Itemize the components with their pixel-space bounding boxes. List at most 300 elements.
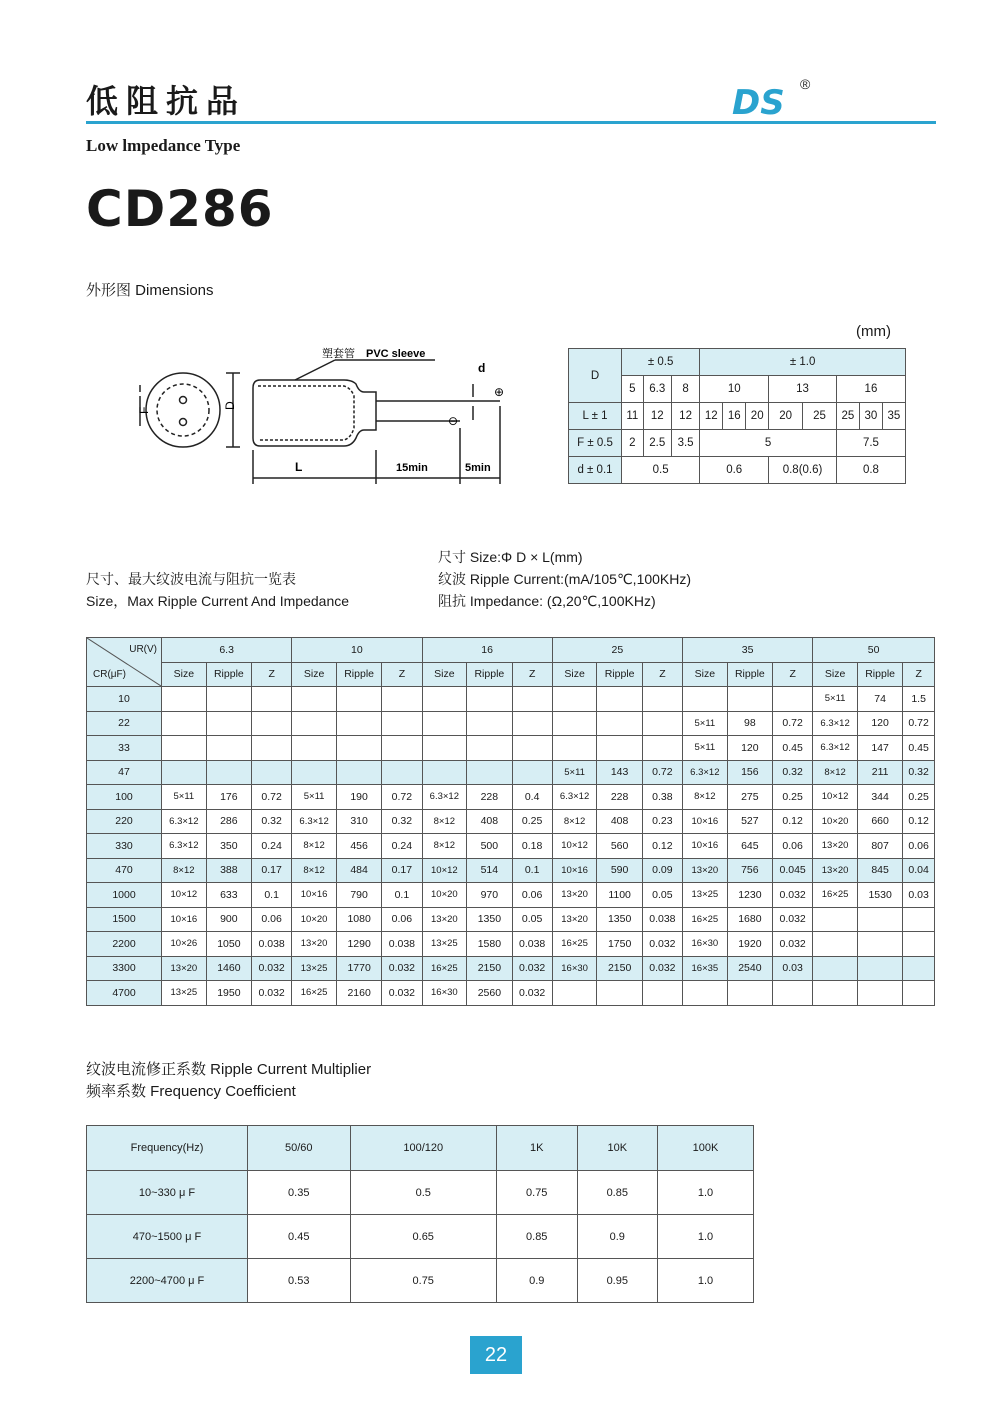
spec-label-block	[86, 568, 349, 612]
impedance-cell: 0.032	[642, 932, 682, 957]
size-cell: 10×20	[813, 809, 858, 834]
dim-l-value: 25	[836, 403, 859, 430]
impedance-cell: 0.06	[512, 883, 552, 908]
size-cell	[422, 711, 467, 736]
table-row	[87, 736, 935, 761]
sub-header: Z	[382, 662, 422, 687]
impedance-cell: 0.72	[773, 711, 813, 736]
size-cell: 6.3×12	[813, 711, 858, 736]
table-row	[87, 809, 935, 834]
size-cell	[162, 760, 207, 785]
impedance-cell: 1.5	[903, 687, 935, 712]
capacitance-cell: 2200	[87, 932, 162, 957]
table-row	[87, 981, 935, 1006]
impedance-cell: 0.032	[252, 981, 292, 1006]
ripple-cell: 310	[336, 809, 381, 834]
voltage-header: 6.3	[162, 638, 292, 663]
freq-header: 50/60	[248, 1126, 351, 1171]
sub-header: Ripple	[336, 662, 381, 687]
sub-header: Ripple	[727, 662, 772, 687]
frequency-label: 频率系数 Frequency Coefficient	[86, 1083, 296, 1100]
dim-d-value: 16	[836, 376, 905, 403]
voltage-header: 35	[683, 638, 813, 663]
impedance-cell: 0.17	[252, 858, 292, 883]
size-cell: 10×16	[683, 834, 728, 859]
dim-tol-small: ± 0.5	[622, 349, 700, 376]
impedance-cell	[642, 687, 682, 712]
ripple-cell: 2540	[727, 956, 772, 981]
size-cell: 13×20	[292, 932, 337, 957]
size-cell: 13×20	[683, 858, 728, 883]
impedance-cell: 0.12	[642, 834, 682, 859]
spec-table	[86, 637, 935, 1006]
table-row	[87, 956, 935, 981]
impedance-cell: 0.06	[903, 834, 935, 859]
dim-lead-d-value: 0.8(0.6)	[769, 457, 837, 484]
capacitance-cell: 330	[87, 834, 162, 859]
sub-header: Size	[292, 662, 337, 687]
size-cell: 13×20	[552, 907, 597, 932]
dim-d-value: 6.3	[643, 376, 671, 403]
cap-range-label: 10~330 μ F	[87, 1171, 248, 1215]
dim-d-value: 5	[622, 376, 644, 403]
size-cell: 13×20	[162, 956, 207, 981]
ripple-cell	[727, 687, 772, 712]
size-cell: 10×12	[552, 834, 597, 859]
ripple-cell: 1050	[206, 932, 251, 957]
ripple-cell: 98	[727, 711, 772, 736]
impedance-cell: 0.038	[642, 907, 682, 932]
ripple-cell	[857, 981, 902, 1006]
ripple-cell: 756	[727, 858, 772, 883]
impedance-cell: 0.03	[773, 956, 813, 981]
length-label: L	[295, 460, 303, 474]
size-cell: 16×25	[422, 956, 467, 981]
size-cell: 6.3×12	[422, 785, 467, 810]
capacitance-cell: 100	[87, 785, 162, 810]
impedance-cell: 0.4	[512, 785, 552, 810]
dim-d-value: 13	[769, 376, 837, 403]
size-cell: 8×12	[552, 809, 597, 834]
impedance-cell	[903, 956, 935, 981]
size-cell	[552, 736, 597, 761]
impedance-cell	[252, 760, 292, 785]
impedance-cell: 0.23	[642, 809, 682, 834]
size-cell: 10×12	[422, 858, 467, 883]
plus-mark: ⊕	[494, 385, 505, 399]
size-cell: 10×20	[422, 883, 467, 908]
ur-label: UR(V)	[129, 644, 157, 655]
impedance-cell: 0.38	[642, 785, 682, 810]
size-cell	[292, 736, 337, 761]
ripple-cell: 388	[206, 858, 251, 883]
impedance-cell: 0.25	[512, 809, 552, 834]
size-cell: 16×30	[422, 981, 467, 1006]
impedance-cell: 0.032	[642, 956, 682, 981]
table-row	[87, 760, 935, 785]
voltage-header-row	[87, 638, 935, 663]
impedance-cell: 0.12	[773, 809, 813, 834]
size-cell	[422, 736, 467, 761]
coef-cell: 0.65	[350, 1215, 496, 1259]
voltage-header: 50	[813, 638, 935, 663]
impedance-cell: 0.32	[252, 809, 292, 834]
sub-header: Z	[903, 662, 935, 687]
size-cell	[162, 711, 207, 736]
impedance-cell: 0.45	[903, 736, 935, 761]
ripple-cell: 190	[336, 785, 381, 810]
size-cell	[162, 687, 207, 712]
capacitor-body	[253, 380, 376, 446]
coef-cell: 0.75	[496, 1171, 577, 1215]
end-view-inner	[157, 384, 209, 436]
ripple-cell: 2150	[467, 956, 512, 981]
ripple-cell: 527	[727, 809, 772, 834]
ripple-cell: 514	[467, 858, 512, 883]
table-row	[87, 687, 935, 712]
ripple-cell: 790	[336, 883, 381, 908]
impedance-cell	[252, 687, 292, 712]
dim-l-value: 25	[803, 403, 837, 430]
size-cell: 10×20	[292, 907, 337, 932]
dim-d-value: 8	[671, 376, 699, 403]
ripple-cell: 1580	[467, 932, 512, 957]
sub-header: Z	[252, 662, 292, 687]
ripple-cell: 2560	[467, 981, 512, 1006]
dim-l-header: L ± 1	[569, 403, 622, 430]
size-cell: 13×20	[552, 883, 597, 908]
ripple-cell: 1920	[727, 932, 772, 957]
impedance-cell	[642, 981, 682, 1006]
ripple-cell	[597, 711, 642, 736]
size-cell: 10×26	[162, 932, 207, 957]
size-cell: 16×30	[552, 956, 597, 981]
impedance-cell	[252, 711, 292, 736]
size-cell	[292, 687, 337, 712]
impedance-cell: 0.18	[512, 834, 552, 859]
frequency-table	[86, 1125, 754, 1303]
size-cell: 5×11	[683, 736, 728, 761]
impedance-cell: 0.032	[252, 956, 292, 981]
size-cell: 16×25	[813, 883, 858, 908]
dim-f-header: F ± 0.5	[569, 430, 622, 457]
sub-header: Size	[162, 662, 207, 687]
size-cell: 16×25	[683, 907, 728, 932]
dim-l-value: 30	[859, 403, 882, 430]
coef-cell: 0.5	[350, 1171, 496, 1215]
size-cell: 10×16	[292, 883, 337, 908]
size-cell	[162, 736, 207, 761]
impedance-cell	[773, 981, 813, 1006]
dim-l-value: 16	[723, 403, 746, 430]
coef-cell: 0.75	[350, 1259, 496, 1303]
ripple-cell: 156	[727, 760, 772, 785]
table-row	[87, 907, 935, 932]
ripple-cell: 344	[857, 785, 902, 810]
table-row	[87, 1259, 754, 1303]
dim-l-value: 20	[769, 403, 803, 430]
ripple-cell: 228	[597, 785, 642, 810]
ripple-cell: 1100	[597, 883, 642, 908]
ripple-cell: 1530	[857, 883, 902, 908]
size-cell: 10×16	[683, 809, 728, 834]
size-cell: 8×12	[292, 834, 337, 859]
ripple-cell	[467, 711, 512, 736]
impedance-cell: 0.038	[512, 932, 552, 957]
dimensions-table	[568, 348, 906, 484]
size-cell: 5×11	[683, 711, 728, 736]
coef-cell: 1.0	[658, 1171, 754, 1215]
impedance-cell: 0.32	[903, 760, 935, 785]
ripple-cell: 228	[467, 785, 512, 810]
table-row	[87, 834, 935, 859]
ripple-cell	[206, 711, 251, 736]
page-number: 22	[470, 1336, 522, 1374]
impedance-cell: 0.038	[382, 932, 422, 957]
ripple-cell	[857, 907, 902, 932]
capacitor-drawing	[130, 340, 510, 488]
impedance-cell	[903, 907, 935, 932]
header-rule	[86, 121, 936, 124]
ripple-cell: 143	[597, 760, 642, 785]
impedance-cell: 0.72	[903, 711, 935, 736]
unit-label: (mm)	[856, 323, 891, 340]
dim-d-header: D	[569, 349, 622, 403]
freq-header: 1K	[496, 1126, 577, 1171]
size-cell: 10×16	[552, 858, 597, 883]
coef-cell: 0.85	[577, 1171, 658, 1215]
sub-header: Size	[552, 662, 597, 687]
ripple-cell	[206, 760, 251, 785]
size-cell	[552, 981, 597, 1006]
d-dim-label: D	[223, 401, 237, 410]
sub-header: Ripple	[206, 662, 251, 687]
impedance-cell	[252, 736, 292, 761]
impedance-cell: 0.032	[773, 883, 813, 908]
size-cell	[552, 711, 597, 736]
note-ripple: 纹波 Ripple Current:(mA/105℃,100KHz)	[438, 571, 692, 587]
coef-cell: 0.95	[577, 1259, 658, 1303]
logo-text: DS	[732, 84, 785, 118]
sub-header: Z	[512, 662, 552, 687]
size-cell: 16×25	[552, 932, 597, 957]
ripple-cell: 211	[857, 760, 902, 785]
ripple-cell: 2160	[336, 981, 381, 1006]
size-cell: 6.3×12	[162, 834, 207, 859]
impedance-cell: 0.032	[773, 907, 813, 932]
dim-f-value: 2.5	[643, 430, 671, 457]
impedance-cell: 0.06	[252, 907, 292, 932]
impedance-cell: 0.12	[903, 809, 935, 834]
dim-d-value: 10	[700, 376, 769, 403]
size-cell	[422, 760, 467, 785]
sub-header: Z	[642, 662, 682, 687]
ripple-cell: 1460	[206, 956, 251, 981]
size-cell: 13×20	[813, 858, 858, 883]
ripple-cell: 970	[467, 883, 512, 908]
size-cell: 6.3×12	[552, 785, 597, 810]
impedance-cell: 0.05	[512, 907, 552, 932]
coef-cell: 1.0	[658, 1259, 754, 1303]
ripple-cell: 1770	[336, 956, 381, 981]
impedance-cell	[512, 736, 552, 761]
size-cell: 5×11	[292, 785, 337, 810]
spec-label-en: Size，Max Ripple Current And Impedance	[86, 593, 350, 609]
capacitance-cell: 10	[87, 687, 162, 712]
dim-f-value: 5	[700, 430, 837, 457]
size-cell: 8×12	[162, 858, 207, 883]
size-cell: 13×25	[683, 883, 728, 908]
cap-range-label: 470~1500 μ F	[87, 1215, 248, 1259]
impedance-cell	[512, 760, 552, 785]
impedance-cell: 0.17	[382, 858, 422, 883]
impedance-cell: 0.09	[642, 858, 682, 883]
size-cell: 8×12	[422, 809, 467, 834]
ripple-cell	[597, 687, 642, 712]
lead-hole-bottom	[180, 419, 187, 426]
dim-l-value: 20	[746, 403, 769, 430]
impedance-cell: 0.45	[773, 736, 813, 761]
sub-header: Ripple	[467, 662, 512, 687]
registered-mark: ®	[800, 76, 811, 92]
impedance-cell: 0.72	[642, 760, 682, 785]
lead-hole-top	[180, 397, 187, 404]
ripple-cell: 1080	[336, 907, 381, 932]
ripple-cell: 147	[857, 736, 902, 761]
sub-header: Ripple	[597, 662, 642, 687]
sub-header: Z	[773, 662, 813, 687]
ripple-cell: 1950	[206, 981, 251, 1006]
table-row	[87, 1215, 754, 1259]
freq-header: 100/120	[350, 1126, 496, 1171]
table-row	[87, 883, 935, 908]
size-cell: 10×12	[813, 785, 858, 810]
dim-l-value: 35	[882, 403, 905, 430]
impedance-cell: 0.038	[252, 932, 292, 957]
dim-lead-d-value: 0.5	[622, 457, 700, 484]
model-number: CD286	[86, 180, 274, 238]
dim-l-value: 12	[671, 403, 699, 430]
sub-header: Size	[813, 662, 858, 687]
ripple-cell: 845	[857, 858, 902, 883]
ripple-cell	[206, 687, 251, 712]
multiplier-label: 纹波电流修正系数 Ripple Current Multiplier	[86, 1061, 372, 1078]
impedance-cell	[903, 981, 935, 1006]
size-cell	[813, 907, 858, 932]
ripple-cell	[336, 711, 381, 736]
size-cell: 13×25	[292, 956, 337, 981]
cr-label: CR(μF)	[93, 669, 126, 680]
dim-lead-d-value: 0.6	[700, 457, 769, 484]
impedance-cell: 0.032	[382, 956, 422, 981]
size-cell	[813, 981, 858, 1006]
ripple-cell: 120	[857, 711, 902, 736]
dim-tol-large: ± 1.0	[700, 349, 906, 376]
size-cell	[422, 687, 467, 712]
ripple-cell: 633	[206, 883, 251, 908]
corner-header	[87, 638, 162, 687]
ripple-cell	[467, 760, 512, 785]
impedance-cell: 0.25	[773, 785, 813, 810]
ripple-cell	[857, 932, 902, 957]
note-impedance: 阻抗 Impedance: (Ω,20℃,100KHz)	[438, 593, 656, 609]
freq-header: 10K	[577, 1126, 658, 1171]
impedance-cell	[903, 932, 935, 957]
coef-cell: 0.9	[496, 1259, 577, 1303]
ripple-cell	[336, 736, 381, 761]
ripple-cell: 456	[336, 834, 381, 859]
size-cell: 10×16	[162, 907, 207, 932]
size-cell: 8×12	[813, 760, 858, 785]
dim-f-value: 7.5	[836, 430, 905, 457]
ripple-cell: 484	[336, 858, 381, 883]
ripple-cell: 1750	[597, 932, 642, 957]
ripple-cell: 1350	[467, 907, 512, 932]
frequency-header-row	[87, 1126, 754, 1171]
impedance-cell: 0.05	[642, 883, 682, 908]
voltage-header: 10	[292, 638, 422, 663]
lead-diameter-label: d	[478, 361, 486, 375]
spec-notes	[438, 546, 691, 612]
size-cell: 6.3×12	[683, 760, 728, 785]
dim-f-value: 2	[622, 430, 644, 457]
coef-cell: 0.85	[496, 1215, 577, 1259]
impedance-cell: 0.32	[773, 760, 813, 785]
size-cell: 5×11	[813, 687, 858, 712]
size-cell	[683, 687, 728, 712]
table-row	[87, 858, 935, 883]
ripple-cell: 500	[467, 834, 512, 859]
table-row	[87, 1171, 754, 1215]
size-cell: 5×11	[552, 760, 597, 785]
ripple-cell: 350	[206, 834, 251, 859]
size-cell: 6.3×12	[292, 809, 337, 834]
impedance-cell: 0.032	[512, 956, 552, 981]
impedance-cell: 0.06	[773, 834, 813, 859]
size-cell: 16×35	[683, 956, 728, 981]
voltage-header: 16	[422, 638, 552, 663]
impedance-cell: 0.1	[512, 858, 552, 883]
ripple-cell: 1680	[727, 907, 772, 932]
dim-l-value: 12	[643, 403, 671, 430]
size-cell: 13×20	[422, 907, 467, 932]
ripple-cell: 1230	[727, 883, 772, 908]
capacitance-cell: 3300	[87, 956, 162, 981]
impedance-cell: 0.32	[382, 809, 422, 834]
table-row	[87, 932, 935, 957]
impedance-cell: 0.032	[382, 981, 422, 1006]
f-dim-label: F	[137, 406, 151, 414]
ripple-cell: 1350	[597, 907, 642, 932]
page-title-cn: 低阻抗品	[86, 82, 247, 120]
dim-f-value: 3.5	[671, 430, 699, 457]
impedance-cell: 0.045	[773, 858, 813, 883]
dim-lead-d-header: d ± 0.1	[569, 457, 622, 484]
capacitance-cell: 47	[87, 760, 162, 785]
sleeve-label-en: PVC sleeve	[366, 348, 426, 360]
ripple-cell: 408	[597, 809, 642, 834]
sub-header: Ripple	[857, 662, 902, 687]
size-cell: 5×11	[162, 785, 207, 810]
lead1-label: 15min	[396, 462, 428, 474]
dim-l-value: 11	[622, 403, 644, 430]
impedance-cell: 0.1	[382, 883, 422, 908]
size-cell: 13×25	[162, 981, 207, 1006]
impedance-cell	[642, 736, 682, 761]
ripple-cell	[336, 760, 381, 785]
ripple-cell: 74	[857, 687, 902, 712]
size-cell: 6.3×12	[813, 736, 858, 761]
